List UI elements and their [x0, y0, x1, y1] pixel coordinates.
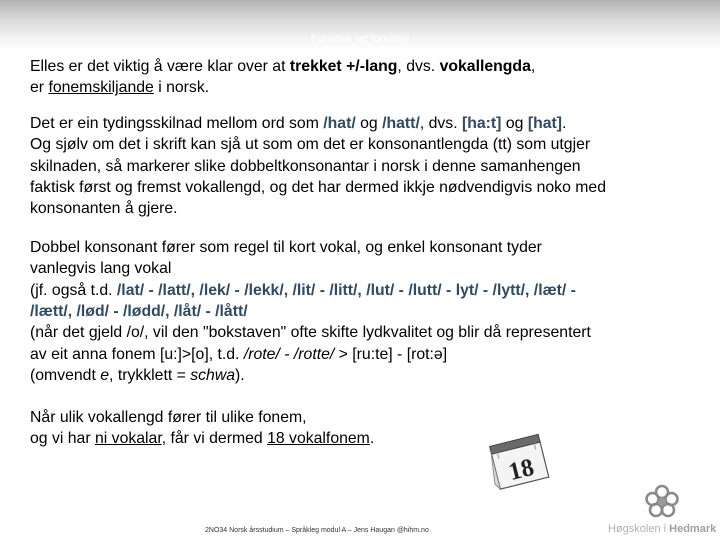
term-trekket-lang: trekket +/-lang — [289, 58, 398, 75]
text: Det er ein tydingsskilnad mellom ord som — [30, 114, 324, 132]
text-line: konsonanten å gjere. — [30, 200, 178, 218]
brand-part: Høgskolen i — [608, 523, 670, 535]
text: (omvendt — [30, 367, 101, 385]
text: , får vi dermed — [161, 430, 268, 448]
text-line: faktisk først og fremst vokallengd, og det har dermed ikkje nødvendigvis noko med — [30, 179, 606, 197]
text-line: Dobbel konsonant fører som regel til kort vokal, og enkel konsonant tyder — [30, 238, 542, 256]
example-list: /lat/ - /latt/, /lek/ - /lekk/, /lit/ - /litt/, /lut/ - /lutt/ - lyt/ - /lytt/, /læt/ - — [116, 281, 576, 299]
brand-text — [608, 523, 716, 535]
text: i norsk. — [153, 79, 210, 97]
text: , dvs. — [419, 114, 462, 132]
example-hatt: /hatt/ — [382, 114, 420, 132]
text-line: Og sjølv om det i skrift kan sjå ut som om det er konsonantlengda (tt) som utgjer — [30, 136, 591, 154]
text: Elles er det viktig å være klar over at — [30, 58, 290, 75]
text: ). — [235, 367, 245, 385]
text: og vi har — [30, 430, 95, 448]
text: e — [100, 367, 110, 385]
term-ni-vokalar: ni vokalar — [94, 430, 162, 448]
text-line: Når ulik vokallengd fører til ulike fonem, — [30, 408, 307, 426]
paragraph-conclusion — [30, 407, 695, 450]
text: , dvs. — [397, 58, 440, 75]
example-rote-rotte: /rote/ - /rotte/ — [243, 345, 335, 363]
page-title: Fonetikk og fonologi — [310, 33, 410, 45]
paragraph-vowel-length — [30, 56, 695, 99]
term-vokallengda: vokallengda — [439, 58, 531, 75]
text: . — [369, 430, 375, 448]
text: og — [355, 114, 383, 132]
text: schwa — [190, 367, 236, 385]
term-fonemskiljande: fonemskiljande — [48, 79, 154, 97]
paragraph-double-consonant — [30, 237, 695, 387]
text: er — [30, 79, 49, 97]
text-line: (når det gjeld /o/, vil den "bokstaven" ofte skifte lydkvalitet og blir då representert — [30, 324, 591, 342]
text: av eit anna fonem [u:]>[o], t.d. — [30, 345, 244, 363]
text: , trykklett = — [109, 367, 191, 385]
phonetic-hat-short: [hat] — [527, 114, 563, 132]
footer-text: 2NO34 Norsk årsstudium – Språkleg modul A – Jens Haugan @hihm.no — [205, 527, 429, 534]
calendar-icon — [480, 432, 556, 490]
example-hat: /hat/ — [323, 114, 356, 132]
calendar-number: 18 — [505, 453, 537, 487]
text: (jf. også t.d. — [30, 281, 117, 299]
brand-part: Hedmark — [669, 523, 717, 535]
term-18-vokalfonem: 18 vokalfonem — [267, 430, 370, 448]
text: . — [562, 114, 567, 132]
slide-body — [30, 56, 695, 464]
text-line: skilnaden, så markerer slike dobbeltkonsonantar i norsk i denne samanhengen — [30, 157, 581, 175]
text: og — [501, 114, 528, 132]
phonetic-hat-long: [ha:t] — [461, 114, 502, 132]
college-logo-icon — [642, 482, 682, 522]
example-list-cont: /lætt/, /lød/ - /lødd/, /låt/ - /lått/ — [30, 303, 248, 321]
text: > [ru:te] - [rot:ə] — [334, 345, 448, 363]
text: , — [530, 58, 536, 75]
paragraph-hat-hatt — [30, 113, 695, 220]
text-line: vanlegvis lang vokal — [30, 260, 172, 278]
